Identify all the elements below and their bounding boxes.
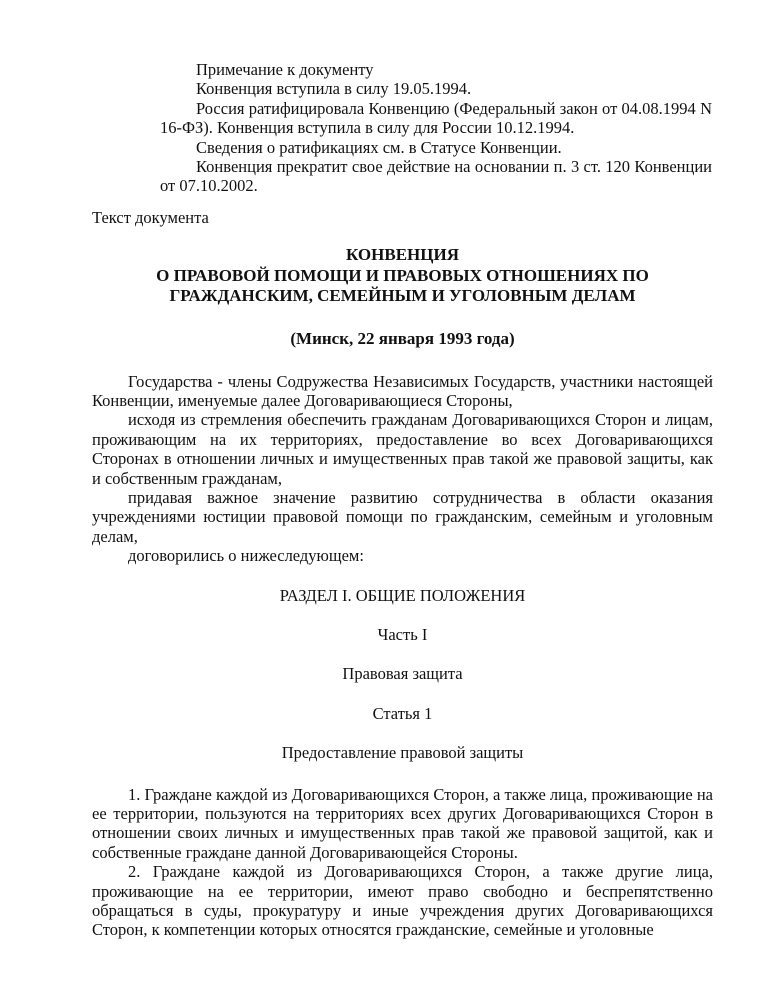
preamble-paragraph: исходя из стремления обеспечить гражданам Договаривающихся Сторон и лицам, проживающим на их территориях, предоставление во всех Договаривающихся Сторонах в отношении личных и имущественных прав такой же правовой защиты, как и собственным гражданам, bbox=[92, 410, 713, 488]
note-line: Конвенция прекратит свое действие на основании п. 3 ст. 120 Конвенции от 07.10.2002. bbox=[160, 157, 712, 196]
section-heading: РАЗДЕЛ I. ОБЩИЕ ПОЛОЖЕНИЯ bbox=[279, 585, 526, 605]
article-paragraph: 1. Граждане каждой из Договаривающихся Сторон, а также лица, проживающие на ее территории, пользуются на территориях всех других Договаривающихся Сторон в отношении своих личных и имущественных прав такой же правовой защитой, как и собственные граждане данной Договаривающейся Стороны. bbox=[92, 784, 713, 862]
document-subtitle: (Минск, 22 января 1993 года) bbox=[290, 328, 515, 348]
part-title: Правовая защита bbox=[342, 664, 463, 684]
note-line: Конвенция вступила в силу 19.05.1994. bbox=[196, 79, 472, 99]
preamble-paragraph: Государства - члены Содружества Независимых Государств, участники настоящей Конвенции, именуемые далее Договаривающиеся Стороны, bbox=[92, 371, 713, 410]
article-number: Статья 1 bbox=[372, 703, 433, 723]
document-note bbox=[160, 60, 712, 196]
title-line-3: ГРАЖДАНСКИМ, СЕМЕЙНЫМ И УГОЛОВНЫМ ДЕЛАМ bbox=[169, 286, 636, 305]
article-body bbox=[92, 785, 713, 940]
part-number: Часть I bbox=[377, 624, 428, 644]
title-line-1: КОНВЕНЦИЯ bbox=[346, 245, 459, 264]
preamble-paragraph: придавая важное значение развитию сотрудничества в области оказания учреждениями юстиции правовой помощи по гражданским, семейным и уголовным делам, bbox=[92, 487, 713, 546]
article-paragraph: 2. Граждане каждой из Договаривающихся Сторон, а также другие лица, проживающие на ее территории, имеют право свободно и беспрепятственно обращаться в суды, прокуратуру и иные учреждения других Договаривающихся Сторон, к компетенции которых относятся гражданские, семейные и уголовные bbox=[92, 862, 713, 940]
preamble bbox=[92, 372, 713, 566]
note-line: Россия ратифицировала Конвенцию (Федеральный закон от 04.08.1994 N 16-ФЗ). Конвенция вступила в силу для России 10.12.1994. bbox=[160, 98, 712, 138]
note-heading: Примечание к документу bbox=[196, 60, 374, 79]
document-text-label: Текст документа bbox=[92, 208, 209, 227]
note-line: Сведения о ратификациях см. в Статусе Конвенции. bbox=[196, 137, 562, 157]
article-title: Предоставление правовой защиты bbox=[281, 743, 524, 763]
title-line-2: О ПРАВОВОЙ ПОМОЩИ И ПРАВОВЫХ ОТНОШЕНИЯХ ПО bbox=[156, 265, 649, 285]
document-title bbox=[92, 245, 713, 307]
preamble-paragraph: договорились о нижеследующем: bbox=[128, 546, 364, 566]
document-body bbox=[92, 245, 713, 940]
